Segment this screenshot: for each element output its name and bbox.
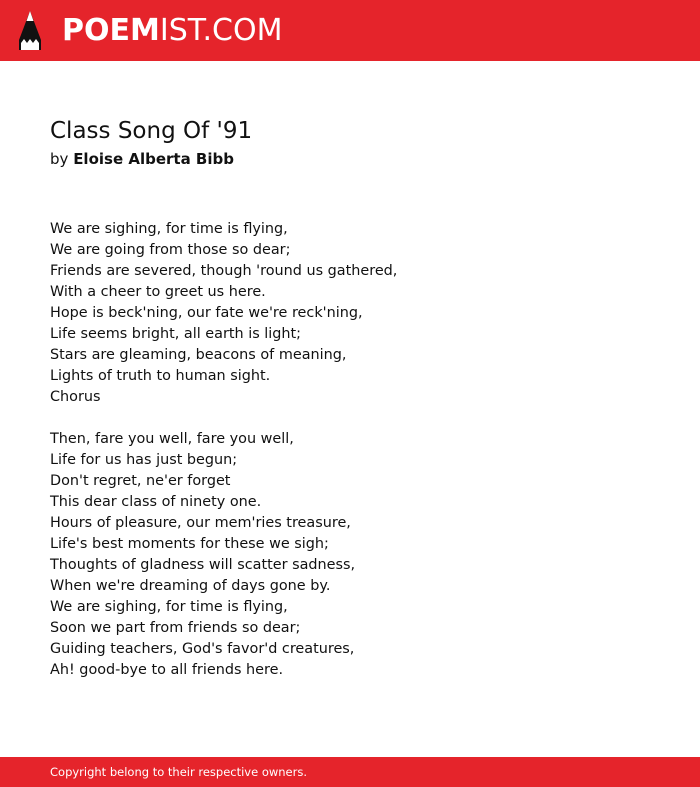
poem-line: Friends are severed, though 'round us gathered, <box>50 263 398 279</box>
copyright-notice: Copyright belong to their respective owners. <box>50 765 308 779</box>
poem-line: Soon we part from friends so dear; <box>50 620 301 636</box>
poem-title: Class Song Of '91 <box>50 118 253 144</box>
poem-line: Chorus <box>50 389 101 405</box>
by-label: by <box>50 150 69 168</box>
poem-line: With a cheer to greet us here. <box>50 284 266 300</box>
site-header <box>0 0 700 61</box>
poem-line: Guiding teachers, God's favor'd creatures, <box>50 641 355 657</box>
poem-author: Eloise Alberta Bibb <box>73 150 234 168</box>
poem-line: We are going from those so dear; <box>50 242 291 258</box>
site-footer <box>0 757 700 787</box>
site-logo[interactable] <box>62 11 282 51</box>
poem-line: When we're dreaming of days gone by. <box>50 578 331 594</box>
logo-bold-text: POEM <box>62 13 160 48</box>
poem-line: We are sighing, for time is flying, <box>50 221 288 237</box>
poem-stanza <box>50 219 397 408</box>
poem-line: Ah! good-bye to all friends here. <box>50 662 284 678</box>
poem-line: Life for us has just begun; <box>50 452 238 468</box>
poem-stanza <box>50 429 355 681</box>
poem-line: Life's best moments for these we sigh; <box>50 536 329 552</box>
poem-line: Lights of truth to human sight. <box>50 368 271 384</box>
poem-line: Stars are gleaming, beacons of meaning, <box>50 347 347 363</box>
poem-byline <box>50 149 234 169</box>
poem-line: We are sighing, for time is flying, <box>50 599 288 615</box>
poem-line: This dear class of ninety one. <box>50 494 262 510</box>
logo-light-text: IST.COM <box>159 13 283 48</box>
poem-line: Life seems bright, all earth is light; <box>50 326 302 342</box>
poem-line: Hours of pleasure, our mem'ries treasure, <box>50 515 351 531</box>
pencil-icon <box>18 10 42 51</box>
poem-line: Thoughts of gladness will scatter sadness, <box>50 557 356 573</box>
poem-line: Then, fare you well, fare you well, <box>50 431 294 447</box>
poem-line: Hope is beck'ning, our fate we're reck'ning, <box>50 305 363 321</box>
poem-line: Don't regret, ne'er forget <box>50 473 231 489</box>
